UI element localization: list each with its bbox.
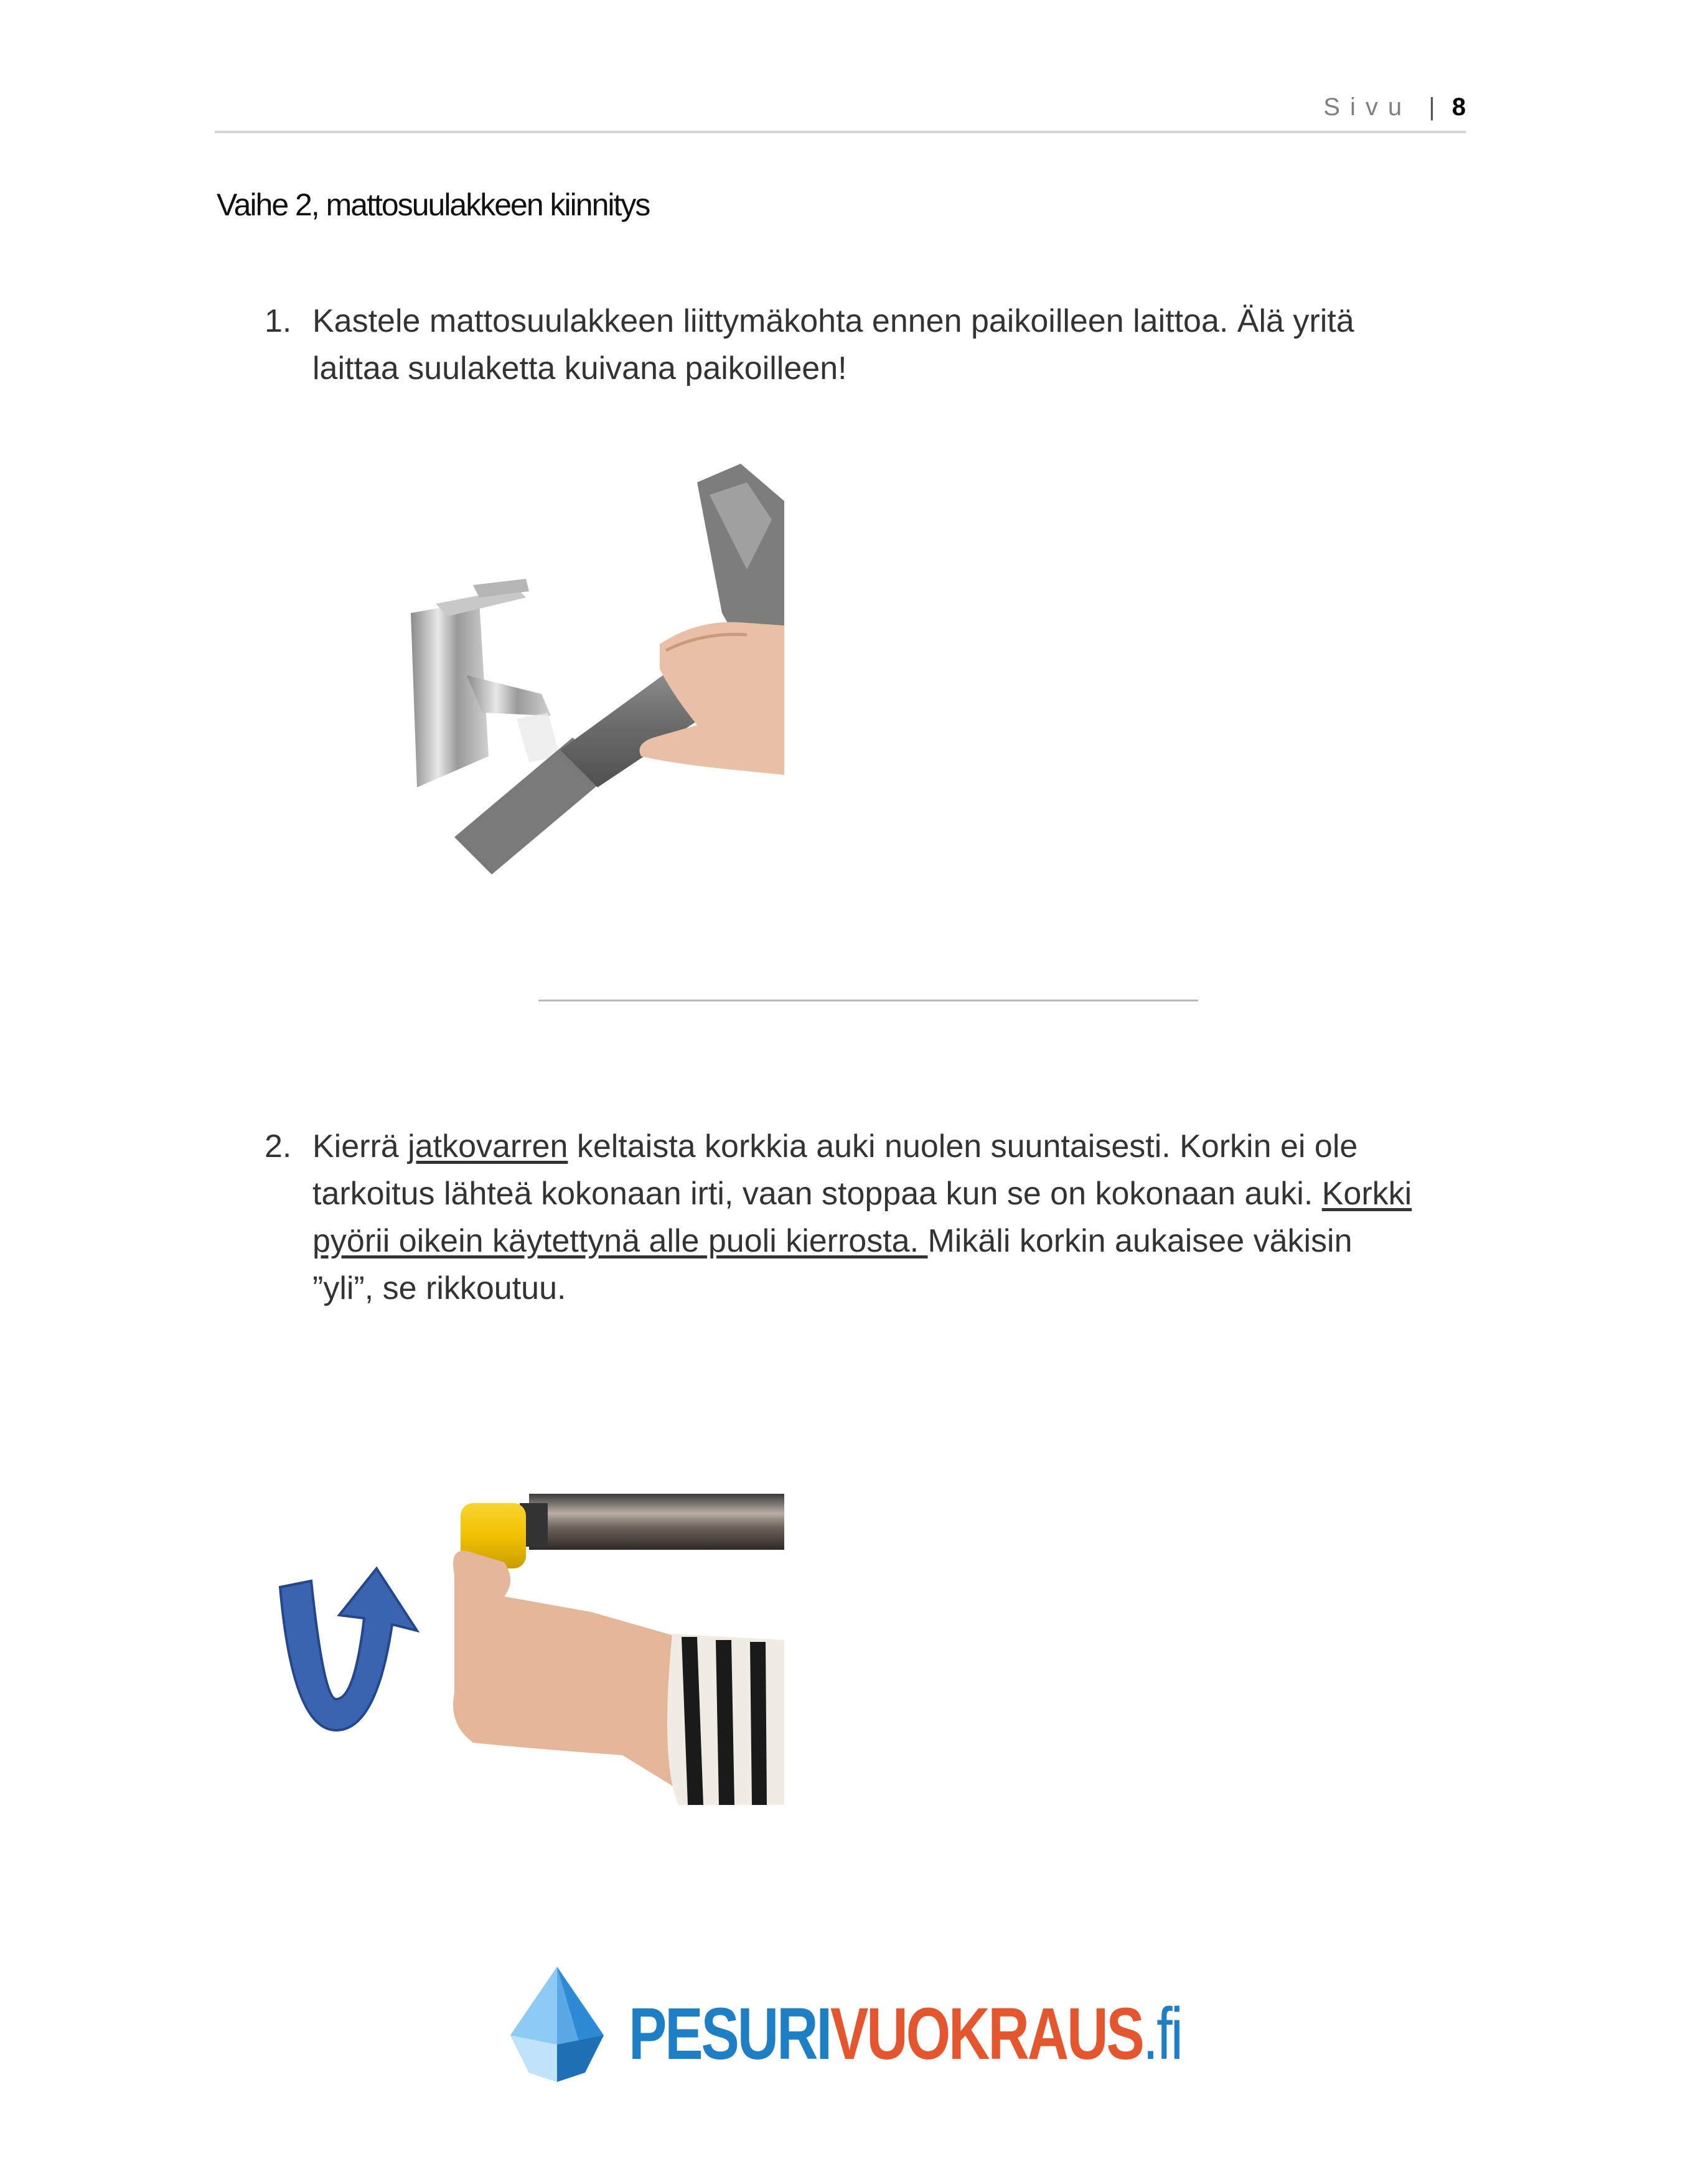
logo-part-pesuri: PESURI: [629, 1993, 830, 2075]
water-drop-icon: [504, 1967, 610, 2085]
step-1: [265, 298, 1453, 397]
page-label: Sivu: [1323, 93, 1412, 121]
step-2-line-2-underlined: Korkki: [1321, 1176, 1412, 1212]
rotation-arrow-icon: [268, 1556, 429, 1743]
step-1-line-2: laittaa suulaketta kuivana paikoilleen!: [312, 350, 847, 387]
step-2-line-1-pre: Kierrä: [312, 1128, 408, 1165]
step-2-number: 2.: [265, 1128, 292, 1165]
step-1-line-1: Kastele mattosuulakkeen liittymäkohta ennen paikoilleen laittoa. Älä yritä: [312, 303, 1354, 339]
page-number-value: 8: [1451, 93, 1466, 121]
logo-part-fi: .fi: [1142, 1993, 1181, 2075]
step-2-line-1-post: keltaista korkkia auki nuolen suuntaisesti. Korkin ei ole: [568, 1128, 1358, 1165]
faucet-shape: [411, 579, 560, 787]
step-2-line-2: [312, 1170, 1453, 1217]
step-2-line-1: [312, 1123, 1453, 1170]
step-2: [265, 1123, 1453, 1322]
step-2-line-3-underlined: pyörii oikein käytettynä alle puoli kierrosta.: [312, 1223, 928, 1259]
step-2-text: [312, 1123, 1453, 1312]
step-2-line-3-post: Mikäli korkin aukaisee väkisin: [927, 1223, 1353, 1259]
faucet-nozzle-photo: [373, 464, 784, 887]
section-divider: [538, 1000, 1198, 1001]
logo-part-vuokraus: VUOKRAUS: [830, 1993, 1143, 2075]
pesurivuokraus-logo: [504, 1967, 1181, 2085]
step-2-underlined-term: jatkovarren: [408, 1128, 568, 1165]
step-2-line-2-pre: tarkoitus lähteä kokonaan irti, vaan stoppaa kun se on kokonaan auki.: [312, 1176, 1322, 1212]
page-separator: |: [1428, 93, 1435, 121]
arm-shape: [453, 1551, 784, 1805]
wand-tube: [529, 1494, 784, 1550]
step-1-text: [312, 298, 1453, 392]
step-2-line-4: ”yli”, se rikkoutuu.: [312, 1270, 566, 1306]
step-1-number: 1.: [265, 303, 292, 339]
logo-wordmark: [629, 1992, 1181, 2076]
page-number: [1323, 93, 1466, 121]
wand-cap-photo: [436, 1481, 784, 1817]
section-heading: Vaihe 2, mattosuulakkeen kiinnitys: [217, 187, 650, 222]
step-2-line-3: [312, 1217, 1453, 1265]
page-header: [215, 93, 1466, 133]
